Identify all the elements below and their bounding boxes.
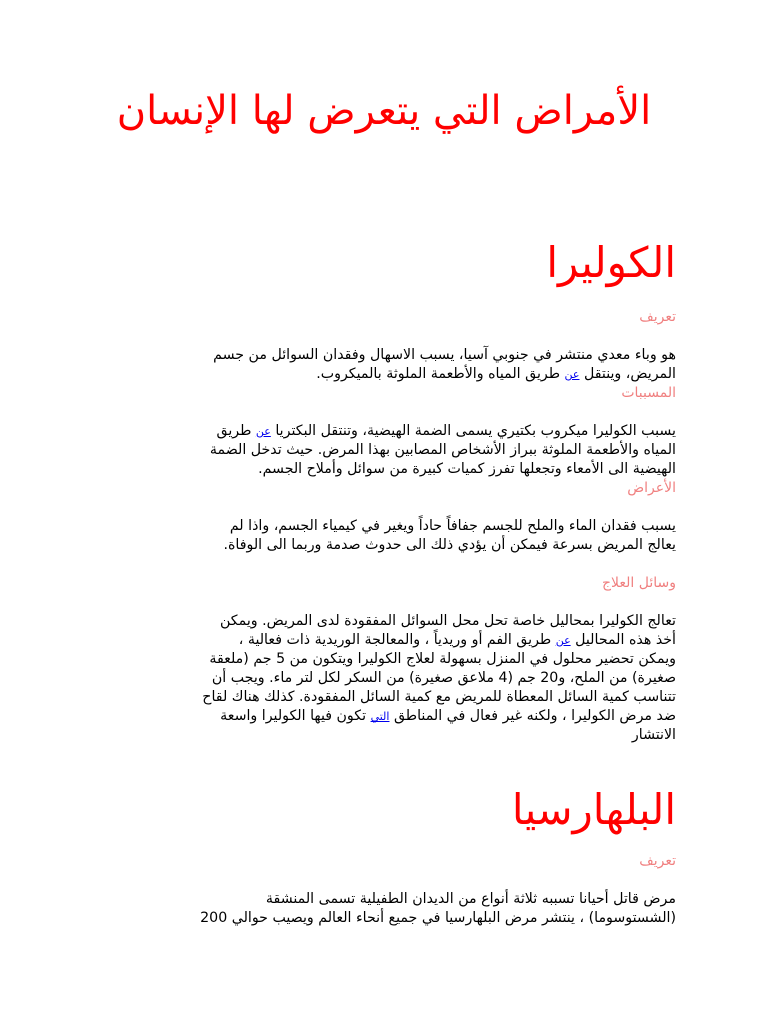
inline-link[interactable]: عن: [564, 368, 580, 381]
inline-link[interactable]: التي: [370, 710, 390, 723]
subheading-symptoms: الأعراض: [627, 480, 676, 496]
subheading-treatment: وسائل العلاج: [601, 575, 676, 591]
paragraph-bilharzia-definition: مرض قاتل أحيانا تسببه ثلاثة أنواع من الديدان الطفيلية تسمى المنشقة (الشستوسوما) ، ينتشر مرض البلهارسيا في جميع أنحاء العالم ويصيب حوالي 200: [200, 891, 676, 926]
paragraph-cholera-causes: يسبب الكوليرا ميكروب بكتيري يسمى الضمة الهيضية، وتنتقل البكتريا عن طريق المياه والأطعمة الملوثة ببراز الأشخاص المصابين بهذا المرض. حيث تدخل الضمة الهيضية الى الأمعاء وتجعلها تفرز كميات كبيرة من سوائل وأملاح الجسم.: [209, 423, 676, 477]
document-page: [92, 0, 676, 1024]
subheading-definition: تعريف: [639, 853, 676, 869]
paragraph-cholera-symptoms: يسبب فقدان الماء والملح للجسم جفافاً حاداً ويغير في كيمياء الجسم، واذا لم يعالج المريض بسرعة فيمكن أن يؤدي ذلك الى حدوث صدمة وربما الى الوفاة.: [223, 518, 676, 553]
paragraph-cholera-treatment: تعالج الكوليرا بمحاليل خاصة تحل محل السوائل المفقودة لدى المريض. ويمكن أخذ هذه المحاليل عن طريق الفم أو وريدياً ، والمعالجة الوريدية ذات فعالية ، ويمكن تحضير محلول في المنزل بسهولة لعلاج الكوليرا ويتكون من 5 جم (ملعقة صغيرة) من الملح، و20 جم (4 ملاعق صغيرة) من السكر لكل لتر ماء. ويجب أن تتناسب كمية السائل المعطاة للمريض مع كمية السائل المفقودة. كذلك هناك لقاح ضد مرض الكوليرا ، ولكنه غير فعال في المناطق التي تكون فيها الكوليرا واسعة الانتشار: [202, 613, 676, 743]
section-title-bilharzia: البلهارسيا: [511, 785, 676, 834]
inline-link[interactable]: عن: [255, 425, 271, 438]
subheading-causes: المسببات: [621, 385, 676, 401]
section-title-cholera: الكوليرا: [546, 238, 676, 287]
subheading-definition: تعريف: [639, 309, 676, 325]
page-title: الأمراض التي يتعرض لها الإنسان: [116, 88, 652, 134]
inline-link[interactable]: عن: [555, 634, 571, 647]
paragraph-cholera-definition: هو وباء معدي منتشر في جنوبي آسيا، يسبب الاسهال وفقدان السوائل من جسم المريض، وينتقل عن طريق المياه والأطعمة الملوثة بالميكروب.: [213, 347, 676, 382]
